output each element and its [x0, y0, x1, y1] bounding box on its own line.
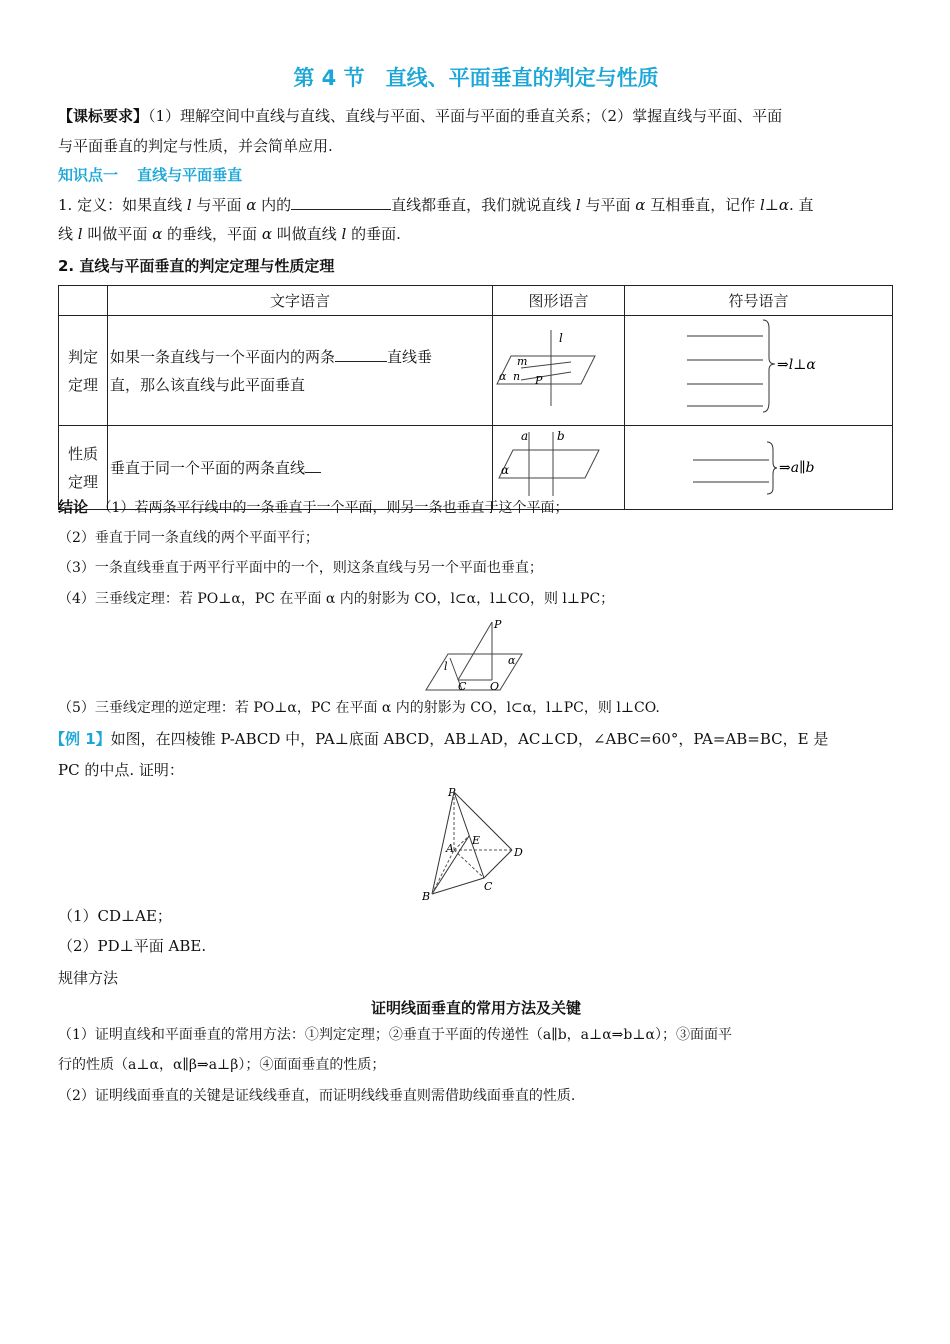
def-var: α — [635, 196, 646, 214]
judgement-text-line-2: 直，那么该直线与此平面垂直 — [110, 375, 306, 394]
fill-blank[interactable] — [291, 194, 391, 210]
property-text: 垂直于同一个平面的两条直线 — [110, 458, 306, 477]
row-label-line: 性质 — [67, 444, 98, 463]
def-text: 直线都垂直，我们就说直线 — [391, 196, 576, 214]
label-C: C — [458, 680, 467, 693]
judgement-figure-cell — [493, 316, 625, 426]
label-P: P — [535, 374, 543, 387]
example-text-1: 如图，在四棱锥 P-ABCD 中，PA⊥底面 ABCD，AB⊥AD，AC⊥CD，∠ABC=60°，PA=AB=BC，E 是 — [110, 730, 829, 748]
conclusion-4: （4）三垂线定理：若 PO⊥α，PC 在平面 α 内的射影为 CO，l⊂α，l⊥CO，则 l⊥PC； — [58, 591, 615, 607]
label-l: l — [559, 331, 563, 345]
judgement-symbol-figure — [625, 316, 891, 416]
conclusion-5: （5）三垂线定理的逆定理：若 PO⊥α，PC 在平面 α 内的射影为 CO，l⊂α，l⊥PC，则 l⊥CO. — [58, 700, 660, 716]
label-alpha: α — [508, 654, 516, 667]
conclusion-1: （1）若两条平行线中的一条垂直于一个平面，则另一条也垂直于这个平面； — [97, 500, 569, 516]
def-text: 叫做平面 — [82, 225, 153, 243]
def-text: 1. 定义：如果直线 — [58, 196, 187, 214]
label-alpha: α — [501, 463, 510, 477]
property-figure — [493, 426, 623, 500]
conclusion-2: （2）垂直于同一条直线的两个平面平行； — [58, 530, 319, 546]
plane-shape — [497, 356, 595, 384]
row-label-judgement — [59, 316, 108, 426]
header-text-language: 文字语言 — [108, 286, 493, 316]
def-var: α — [152, 225, 163, 243]
label-B: B — [422, 890, 431, 903]
page-title: 第 4 节 直线、平面垂直的判定与性质 — [293, 66, 659, 90]
method-line-3: （2）证明线面垂直的关键是证线线垂直，而证明线线垂直则需借助线面垂直的性质. — [58, 1088, 576, 1104]
example-question-2: （2）PD⊥平面 ABE. — [58, 937, 207, 955]
def-var: l — [341, 225, 347, 243]
definition-line-2 — [58, 224, 894, 244]
header-symbol-language: 符号语言 — [625, 286, 893, 316]
def-text: . 直 — [789, 196, 814, 214]
conclusion-label: 结论 — [58, 498, 89, 516]
course-req-text-1: （1）理解空间中直线与直线、直线与平面、平面与平面的垂直关系；（2）掌握直线与平面、平面 — [148, 107, 783, 125]
judgement-figure — [493, 316, 623, 416]
label-O: O — [490, 680, 500, 693]
fill-blank[interactable] — [305, 457, 321, 473]
def-text: 与平面 — [580, 196, 636, 214]
three-perpendiculars-figure — [422, 614, 532, 694]
knowledge-point-heading — [58, 165, 894, 185]
label-C: C — [484, 880, 493, 893]
def-var: α — [261, 225, 272, 243]
judgement-text-cell — [108, 316, 493, 426]
line-n — [521, 372, 571, 380]
edge-BC — [432, 878, 484, 894]
def-text: 互相垂直，记作 — [645, 196, 760, 214]
course-req-label: 【课标要求】 — [58, 107, 149, 125]
property-symbol-text: ⇒a∥b — [779, 460, 815, 476]
def-var: l⊥α — [759, 196, 790, 214]
label-E: E — [472, 834, 481, 847]
property-symbol-figure — [625, 426, 891, 500]
pyramid-figure — [422, 786, 532, 904]
method-heading: 证明线面垂直的常用方法及关键 — [370, 999, 581, 1017]
method-label: 规律方法 — [58, 969, 119, 987]
method-line-1: （1）证明直线和平面垂直的常用方法：①判定定理；②垂直于平面的传递性（a∥b，a⊥α⇒b⊥α）；③面面平 — [58, 1027, 732, 1043]
def-text: 的垂线，平面 — [162, 225, 262, 243]
judgement-symbol-cell — [625, 316, 893, 426]
def-var: l — [186, 196, 192, 214]
label-n: n — [513, 370, 521, 383]
example-line-1 — [50, 729, 894, 749]
def-var: α — [246, 196, 257, 214]
def-text: 内的 — [256, 196, 292, 214]
right-brace — [763, 320, 775, 412]
row-label-line: 判定 — [67, 347, 98, 366]
edge-AB — [432, 850, 454, 894]
edge-CD — [484, 850, 512, 878]
label-P: P — [448, 786, 456, 799]
plane-shape — [499, 450, 599, 478]
label-alpha: α — [499, 370, 507, 383]
example-question-1: （1）CD⊥AE； — [58, 907, 172, 925]
label-l: l — [444, 660, 448, 673]
example-line-2: PC 的中点. 证明： — [58, 761, 184, 779]
def-var: l — [77, 225, 83, 243]
fill-blank[interactable] — [335, 346, 387, 362]
conclusion-line-1 — [58, 497, 894, 518]
header-figure-language: 图形语言 — [493, 286, 625, 316]
def-var: l — [575, 196, 581, 214]
kp-label: 知识点一 — [58, 166, 119, 184]
method-line-2: 行的性质（a⊥α，α∥β⇒a⊥β）；④面面垂直的性质； — [58, 1057, 386, 1073]
label-m: m — [517, 355, 528, 368]
label-A: A — [446, 842, 454, 855]
judgement-text: 直线垂 — [387, 347, 433, 366]
def-text: 叫做直线 — [271, 225, 342, 243]
theorem-table — [58, 285, 893, 510]
line-m — [521, 362, 571, 368]
definition-line-1 — [58, 194, 894, 215]
table-header-row — [59, 286, 893, 316]
def-text: 的垂面. — [346, 225, 401, 243]
table-corner-cell — [59, 286, 108, 316]
course-requirements-line-1 — [58, 106, 894, 126]
row-label-line: 定理 — [67, 472, 98, 491]
line-PC — [458, 622, 492, 680]
label-a: a — [521, 429, 529, 443]
table-row-judgement — [59, 316, 893, 426]
label-P: P — [494, 618, 502, 631]
judgement-text-line-1 — [110, 343, 492, 371]
label-D: D — [514, 846, 523, 859]
right-brace — [767, 442, 777, 494]
kp-title: 直线与平面垂直 — [137, 166, 243, 184]
row-label-line: 定理 — [67, 375, 98, 394]
example-label: 【例 1】 — [50, 730, 111, 748]
section-2-heading: 2. 直线与平面垂直的判定定理与性质定理 — [58, 257, 335, 275]
judgement-symbol-text: ⇒l⊥α — [777, 357, 816, 373]
course-requirements-line-2: 与平面垂直的判定与性质，并会简单应用. — [58, 137, 333, 155]
judgement-text: 如果一条直线与一个平面内的两条 — [110, 347, 336, 366]
label-b: b — [557, 429, 565, 443]
def-text: 线 — [58, 225, 78, 243]
conclusion-3: （3）一条直线垂直于两平行平面中的一个，则这条直线与另一个平面也垂直； — [58, 560, 543, 576]
def-text: 与平面 — [191, 196, 247, 214]
